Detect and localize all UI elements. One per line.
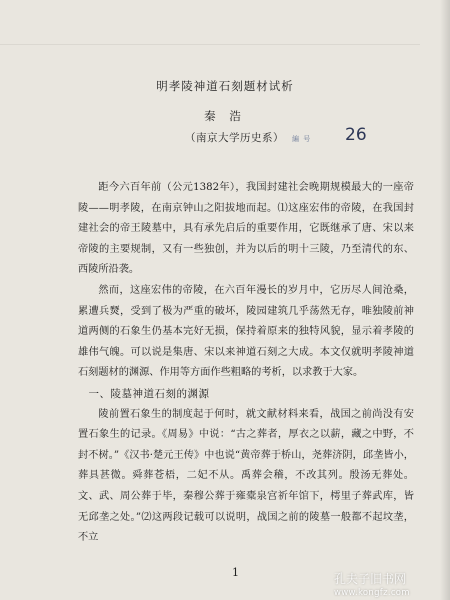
author-affiliation: （南京大学历史系） <box>185 132 284 144</box>
section-heading: 一、陵墓神道石刻的渊源 <box>88 387 210 400</box>
watermark <box>334 570 410 598</box>
paragraph-3: 陵前置石象生的制度起于何时，就文献材料来看，战国之前尚没有安置石象生的记录。《周易》中说：“古之葬者，厚衣之以薪，藏之中野，不封不树。”《汉书·楚元王传》中也说“黄帝葬于桥山，尧葬济阴，邱垄皆小，葬具甚微。舜葬苍梧，二妃不从。禹葬会稽，不改其列。殷汤无葬处。文、武、周公葬于毕，秦穆公葬于雍橐泉宫祈年馆下，樗里子葬武库，皆无邱垄之处。”⑵这两段记载可以说明，战国之前的陵墓一般都不起坟垄，不立 <box>78 408 414 544</box>
watermark-url: www.kongfz.com <box>334 588 410 598</box>
paragraph-1: 距今六百年前（公元1382年），我国封建社会晚期规模最大的一座帝陵——明孝陵，在南京钟山之阳拔地而起。⑴这座宏伟的帝陵，在我国封建社会的帝王陵墓中，具有承先启后的重要作用，它既继承了唐、宋以来帝陵的主要规制，又有一些独创，并为以后的明十三陵，乃至清代的东、西陵所沿袭。 <box>78 182 414 276</box>
author-name: 秦 浩 <box>204 109 246 123</box>
document-body <box>78 178 414 549</box>
handwritten-number: 26 <box>345 125 367 145</box>
number-stamp: 編 号 <box>292 135 312 143</box>
watermark-brand: 孔夫子旧书网 <box>334 572 407 586</box>
document-title: 明孝陵神道石刻题材试析 <box>156 79 294 93</box>
sheet-edge-line <box>0 44 420 45</box>
paragraph-2: 然而，这座宏伟的帝陵，在六百年漫长的岁月中，它历尽人间沧桑，累遭兵燹，受到了极为严重的破坏，陵园建筑几乎荡然无存，唯独陵前神道两侧的石象生仍基本完好无损，保持着原来的独特风貌，显示着孝陵的雄伟气魄。可以说是集唐、宋以来神道石刻之大成。本文仅就明孝陵神道石刻题材的渊源、作用等方面作些粗略的考析，以求教于大家。 <box>78 284 414 379</box>
page-number: 1 <box>232 566 239 579</box>
